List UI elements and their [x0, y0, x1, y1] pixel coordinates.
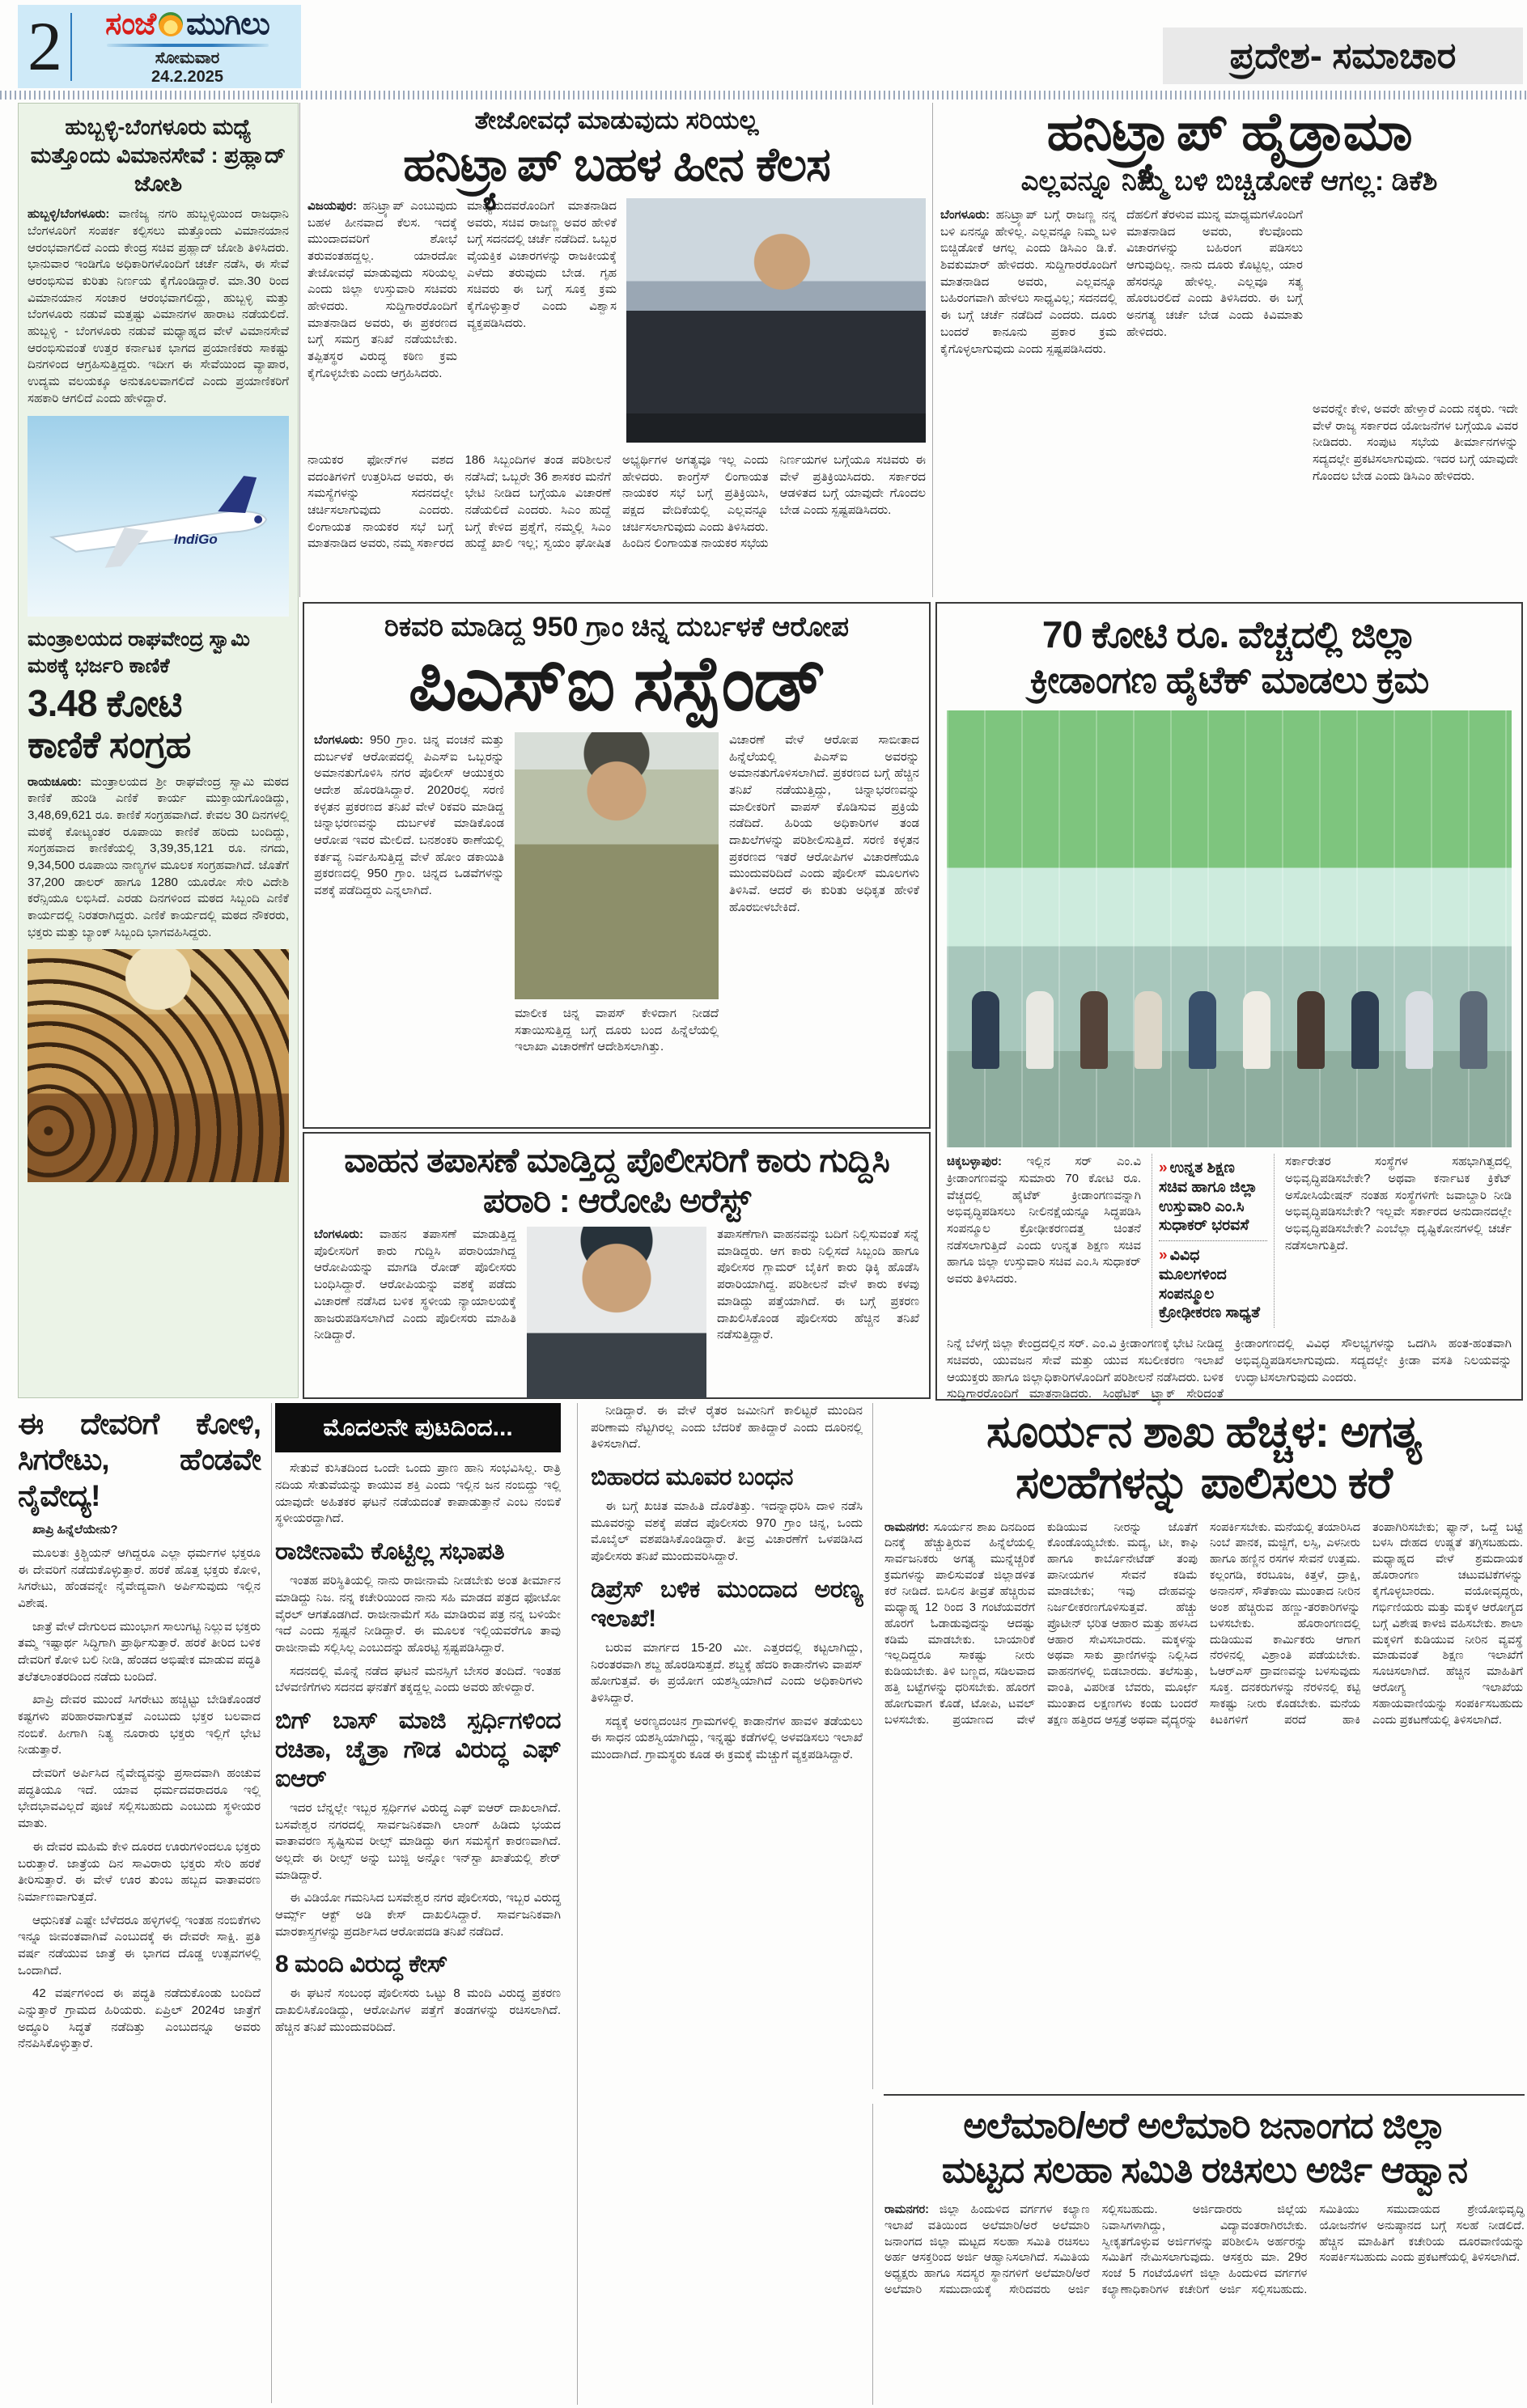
flight-article-body: [28, 206, 289, 407]
donation-big-line1: 3.48 ಕೋಟಿ: [28, 681, 182, 724]
vehicle-col2: ತಪಾಸಣೆಗಾಗಿ ವಾಹನವನ್ನು ಬದಿಗೆ ನಿಲ್ಲಿಸುವಂತೆ ಸನ್ನೆ ಮಾಡಿದ್ದರು. ಆಗ ಕಾರು ನಿಲ್ಲಿಸದೆ ಸಿಬ್ಬಂದಿ ಹಾಗೂ ಪೊಲೀಸರ ಗ್ಲಾಮರ್ ಬೈಕಿಗೆ ಕಾರು ಢಿಕ್ಕಿ ಹೊಡೆಸಿ ಪರಾರಿಯಾಗಿದ್ದ. ಪರಿಶೀಲನೆ ವೇಳೆ ಕಾರು ಕಳವು ಮಾಡಿದ್ದು ಪತ್ತೆಯಾಗಿದೆ. ಈ ಬಗ್ಗೆ ಪ್ರಕರಣ ದಾಖಲಿಸಿಕೊಂಡ ಪೊಲೀಸರು ಹೆಚ್ಚಿನ ತನಿಖೆ ನಡೆಸುತ್ತಿದ್ದಾರೆ.: [717, 1227, 919, 1342]
minister-podium-photo: [626, 198, 926, 443]
vehicle-headline: ವಾಹನ ತಪಾಸಣೆ ಮಾಡ್ತಿದ್ದ ಪೊಲೀಸರಿಗೆ ಕಾರು ಗುದ್ದಿಸಿ ಪರಾರಿ : ಆರೋಪಿ ಅರೆಸ್ಟ್: [344, 1141, 889, 1219]
continuation-col2: [577, 1403, 863, 2405]
person-figure: [1243, 991, 1270, 1069]
honeytrap-col1: [308, 198, 457, 443]
logo-text-right: ಮುಗಿಲು: [186, 6, 269, 41]
bullet-text: ವಿವಿಧ ಮೂಲಗಳಿಂದ ಸಂಪನ್ಮೂಲ ಕ್ರೋಢೀಕರಣ ಸಾಧ್ಯತೆ: [1159, 1247, 1261, 1322]
continuation-paragraph: ಈ ವಿಡಿಯೋ ಗಮನಿಸಿದ ಬಸವೇಶ್ವರ ನಗರ ಪೊಲೀಸರು, ಇಬ್ಬರ ವಿರುದ್ಧ ಆರ್ಮ್ಸ್ ಆಕ್ಟ್ ಅಡಿ ಕೇಸ್ ದಾಖಲಿಸಿದ್ದಾರೆ. ಸಾರ್ವಜನಿಕವಾಗಿ ಮಾರಕಾಸ್ತ್ರಗಳನ್ನು ಪ್ರದರ್ಶಿಸಿದ ಆರೋಪದಡಿ ತನಿಖೆ ನಡೆದಿದೆ.: [275, 1891, 561, 1939]
vehicle-dateline: ಬೆಂಗಳೂರು:: [314, 1227, 364, 1242]
honeytrap-col1-text: ಹನಿಟ್ರ್ಯಾಪ್ ಎಂಬುವುದು ಬಹಳ ಹೀನವಾದ ಕೆಲಸ. ಇದಕ್ಕೆ ಮುಂದಾದವರಿಗೆ ಶೋಭೆ ತರುವಂತಹದ್ದಲ್ಲ. ಯಾರದೋ ತೇಜೋವಧೆ ಮಾಡುವುದು ಸರಿಯಲ್ಲ ಎಂದು ಜಿಲ್ಲಾ ಉಸ್ತುವಾರಿ ಸಚಿವರು ಹೇಳಿದರು. ಸುದ್ದಿಗಾರರೊಂದಿಗೆ ಮಾತನಾಡಿದ ಅವರು, ಈ ಪ್ರಕರಣದ ಬಗ್ಗೆ ಸಮಗ್ರ ತನಿಖೆ ನಡೆಯಬೇಕು. ತಪ್ಪಿತಸ್ಥರ ವಿರುದ್ಧ ಕಠಿಣ ಕ್ರಮ ಕೈಗೊಳ್ಳಬೇಕು ಎಂದು ಆಗ್ರಹಿಸಿದರು.: [308, 198, 457, 380]
nomadic-headline-line1: ಅಲೆಮಾರಿ/ಅರೆ ಅಲೆಮಾರಿ ಜನಾಂಗದ ಜಿಲ್ಲಾ: [963, 2105, 1446, 2146]
page-number: 2: [28, 6, 62, 85]
continuation-paragraph: ಸೇತುವೆ ಕುಸಿತದಿಂದ ಒಂದೇ ಒಂದು ಪ್ರಾಣ ಹಾನಿ ಸಂಭವಿಸಿಲ್ಲ. ರಾತ್ರಿ ನದಿಯ ಸೇತುವೆಯನ್ನು ಕಾಯುವ ಶಕ್ತಿ ಎಂದು ಇಲ್ಲಿನ ಜನ ನಂಬಿದ್ದು ಇಲ್ಲಿ ಯಾವುದೇ ಅಹಿತಕರ ಘಟನೆ ನಡೆಯದಂತೆ ಕಾಪಾಡುತ್ತಾನೆ ಎಂಬ ನಂಬಿಕೆ ಸ್ಥಳೀಯರದ್ದಾಗಿದೆ.: [275, 1461, 561, 1526]
stadium-col1: [947, 1154, 1141, 1328]
hydrama-col3: ಅವರನ್ನೇ ಕೇಳಿ, ಅವರೇ ಹೇಳ್ತಾರೆ ಎಂದು ನಕ್ಕರು. ಇದೇ ವೇಳೆ ರಾಜ್ಯ ಸರ್ಕಾರದ ಯೋಜನೆಗಳ ಬಗ್ಗೆಯೂ ವಿವರ ನೀಡಿದರು. ಸಂಪುಟ ಸಭೆಯ ತೀರ್ಮಾನಗಳನ್ನು ಸದ್ಯದಲ್ಲೇ ಪ್ರಕಟಿಸಲಾಗುವುದು. ಇದರ ಬಗ್ಗೆ ಯಾವುದೇ ಗೊಂದಲ ಬೇಡ ಎಂದು ಡಿಸಿಎಂ ಹೇಳಿದರು.: [1313, 402, 1518, 483]
honeytrap-kicker: ತೇಜೋವಧೆ ಮಾಡುವುದು ಸರಿಯಲ್ಲ: [474, 106, 759, 134]
flight-body-text: ವಾಣಿಜ್ಯ ನಗರಿ ಹುಬ್ಬಳ್ಳಿಯಿಂದ ರಾಜಧಾನಿ ಬೆಂಗಳೂರಿಗೆ ಸಂಪರ್ಕ ಕಲ್ಪಿಸಲು ಮತ್ತೊಂದು ವಿಮಾನಯಾನ ಆರಂಭವಾಗಲಿದೆ ಎಂದು ಕೇಂದ್ರ ಸಚಿವ ಪ್ರಹ್ಲಾದ್ ಜೋಶಿ ತಿಳಿಸಿದರು. ಭಾನುವಾರ ಇಂಡಿಗೊ ಅಧಿಕಾರಿಗಳೊಂದಿಗೆ ಚರ್ಚೆ ನಡೆಸಿ, ಈ ಸೇವೆ ಆರಂಭಿಸುವ ಕುರಿತು ನಿರ್ಣಯ ಕೈಗೊಂಡಿದ್ದಾರೆ. ಮಾ.30 ರಿಂದ ವಿಮಾನಯಾನ ಸಂಚಾರ ಆರಂಭವಾಗಲಿದ್ದು, ಹುಬ್ಬಳ್ಳಿ ಮತ್ತು ಬೆಂಗಳೂರು ನಡುವೆ ಮತ್ತಷ್ಟು ವಿಮಾನಗಳ ಹಾರಾಟ ನಡೆಯಲಿದೆ. ಹುಬ್ಬಳ್ಳಿ - ಬೆಂಗಳೂರು ನಡುವೆ ಮಧ್ಯಾಹ್ನದ ವೇಳೆ ವಿಮಾನಸೇವೆ ಆರಂಭಿಸುವಂತೆ ಉತ್ತರ ಕರ್ನಾಟಕ ಭಾಗದ ಪ್ರಯಾಣಿಕರು ಸಾಕಷ್ಟು ದಿನಗಳಿಂದ ಆಗ್ರಹಿಸುತ್ತಿದ್ದರು. ಇದೀಗ ಈ ಸೇವೆಯಿಂದ ವ್ಯಾಪಾರ, ಉದ್ಯಮ ವಲಯಕ್ಕೂ ಅನುಕೂಲವಾಗಲಿದೆ ಎಂದು ಪ್ರಯಾಣಿಕರಿಗೆ ಸಹಕಾರಿ ಆಗಲಿದೆ ಎಂದು ಹೇಳಿದ್ದಾರೆ.: [28, 207, 289, 405]
indigo-logo-text: IndiGo: [173, 532, 218, 548]
heat-headline-line1: ಸೂರ್ಯನ ಶಾಖ ಹೆಚ್ಚಳ: ಅಗತ್ಯ: [986, 1406, 1421, 1456]
psi-photo-column: [515, 732, 719, 1056]
honeytrap-statement-article: [303, 103, 931, 597]
section-title: ಪ್ರದೇಶ- ಸಮಾಚಾರ: [1163, 28, 1523, 84]
masthead-divider: [70, 13, 72, 81]
god-question-subhead: ಖಾಪ್ರಿ ಹಿನ್ನೆಲೆಯೇನು?: [32, 1523, 118, 1537]
continuation-paragraph: ಈ ಘಟನೆ ಸಂಬಂಧ ಪೊಲೀಸರು ಒಟ್ಟು 8 ಮಂದಿ ವಿರುದ್ಧ ಪ್ರಕರಣ ದಾಖಲಿಸಿಕೊಂಡಿದ್ದು, ಆರೋಪಿಗಳ ಪತ್ತೆಗೆ ತಂಡಗಳನ್ನು ರಚಿಸಲಾಗಿದೆ. ಹೆಚ್ಚಿನ ತನಿಖೆ ಮುಂದುವರಿದಿದೆ.: [275, 1986, 561, 2034]
chevron-bullet-icon: »: [1159, 1159, 1168, 1177]
stadium-headline: [947, 612, 1512, 702]
continuation-subhead-bigboss: ಬಿಗ್ ಬಾಸ್ ಮಾಜಿ ಸ್ಪರ್ಧಿಗಳಿಂದ ರಚಿತಾ, ಚೈತ್ರಾ ಗೌಡ ವಿರುದ್ಧ ಎಫ್ ಐಆರ್: [275, 1706, 561, 1792]
continuation-paragraph: ನೀಡಿದ್ದಾರೆ. ಈ ವೇಳೆ ರೈತರ ಜಮೀನಿಗೆ ಕಾಲಿಟ್ಟರೆ ಮುಂದಿನ ಪರಿಣಾಮ ನೆಟ್ಟಗಿರಲ್ಲ ಎಂದು ಬೆದರಿಕೆ ಹಾಕಿದ್ದಾರೆ ಎಂದು ದೂರಿನಲ್ಲಿ ತಿಳಿಸಲಾಗಿದೆ.: [591, 1404, 863, 1452]
psi-col2: ಮಾಲೀಕ ಚಿನ್ನ ವಾಪಸ್ ಕೇಳಿದಾಗ ನೀಡದೆ ಸತಾಯಿಸುತ್ತಿದ್ದ ಬಗ್ಗೆ ದೂರು ಬಂದ ಹಿನ್ನೆಲೆಯಲ್ಲಿ ಇಲಾಖಾ ವಿಚಾರಣೆಗೆ ಆದೇಶಿಸಲಾಗಿತ್ತು.: [515, 1006, 719, 1054]
donation-dateline: ರಾಯಚೂರು:: [28, 774, 82, 789]
god-paragraph: ಜಾತ್ರೆ ವೇಳೆ ದೇಗುಲದ ಮುಂಭಾಗ ಸಾಲುಗಟ್ಟಿ ನಿಲ್ಲುವ ಭಕ್ತರು ತಮ್ಮ ಇಷ್ಟಾರ್ಥ ಸಿದ್ಧಿಗಾಗಿ ಪ್ರಾರ್ಥಿಸುತ್ತಾರೆ. ಹರಕೆ ತೀರಿದ ಬಳಿಕ ದೇವರಿಗೆ ಕೋಳಿ ಬಲಿ ನೀಡಿ, ಹೆಂಡದ ಅಭಿಷೇಕ ಮಾಡುವ ಪದ್ಧತಿ ತಲೆತಲಾಂತರದಿಂದ ನಡೆದು ಬಂದಿದೆ.: [18, 1619, 261, 1684]
psi-col1-text: 950 ಗ್ರಾಂ. ಚಿನ್ನ ವಂಚನೆ ಮತ್ತು ದುರ್ಬಳಕೆ ಆರೋಪದಲ್ಲಿ ಪಿಎಸ್ಐ ಒಬ್ಬರನ್ನು ಅಮಾನತುಗೊಳಿಸಿ ನಗರ ಪೊಲೀಸ್ ಆಯುಕ್ತರು ಆದೇಶ ಹೊರಡಿಸಿದ್ದಾರೆ. 2020ರಲ್ಲಿ ಸರಣಿ ಕಳ್ಳತನ ಪ್ರಕರಣದ ತನಿಖೆ ವೇಳೆ ರಿಕವರಿ ಮಾಡಿದ್ದ ಚಿನ್ನಾಭರಣವನ್ನು ದುರ್ಬಳಕೆ ಮಾಡಿಕೊಂಡ ಆರೋಪ ಇವರ ಮೇಲಿದೆ. ಬನಶಂಕರಿ ಠಾಣೆಯಲ್ಲಿ ಕರ್ತವ್ಯ ನಿರ್ವಹಿಸುತ್ತಿದ್ದ ವೇಳೆ ಹೋಂ ಡಕಾಯಿತಿ ಪ್ರಕರಣದಲ್ಲಿ 950 ಗ್ರಾಂ. ಚಿನ್ನದ ಒಡವೆಗಳನ್ನು ವಶಕ್ಕೆ ಪಡೆದಿದ್ದರು ಎನ್ನಲಾಗಿದೆ.: [314, 732, 504, 898]
bullet-item: [1159, 1154, 1267, 1240]
continuation-subhead-bihar: ಬಿಹಾರದ ಮೂವರ ಬಂಧನ: [591, 1464, 793, 1491]
stadium-col1-text: ಇಲ್ಲಿನ ಸರ್ ಎಂ.ವಿ ಕ್ರೀಡಾಂಗಣವನ್ನು ಸುಮಾರು 70 ಕೋಟಿ ರೂ. ವೆಚ್ಚದಲ್ಲಿ ಹೈಟೆಕ್ ಕ್ರೀಡಾಂಗಣವನ್ನಾಗಿ ಅಭಿವೃದ್ಧಿಪಡಿಸಲು ನೀಲಿನಕ್ಷೆಯನ್ನೂ ಸಿದ್ಧಪಡಿಸಿ ಸಂಪನ್ಮೂಲ ಕ್ರೋಢೀಕರಣದತ್ತ ಚಿಂತನೆ ನಡೆಸಲಾಗುತ್ತಿದೆ ಎಂದು ಉನ್ನತ ಶಿಕ್ಷಣ ಸಚಿವ ಹಾಗೂ ಜಿಲ್ಲಾ ಉಸ್ತುವಾರಿ ಸಚಿವ ಎಂ.ಸಿ ಸುಧಾಕರ್ ಅವರು ತಿಳಿಸಿದರು.: [947, 1155, 1141, 1287]
psi-dateline: ಬೆಂಗಳೂರು:: [314, 732, 364, 747]
chevron-bullet-icon: »: [1159, 1247, 1168, 1265]
continuation-col1: [275, 1403, 561, 2405]
vehicle-escape-article: [303, 1132, 931, 1399]
heat-headline-line2: ಸಲಹೆಗಳನ್ನು ಪಾಲಿಸಲು ಕರೆ: [1016, 1457, 1392, 1508]
person-figure: [1297, 991, 1325, 1069]
god-paragraph: 42 ವರ್ಷಗಳಿಂದ ಈ ಪದ್ಧತಿ ನಡೆದುಕೊಂಡು ಬಂದಿದೆ ಎನ್ನುತ್ತಾರೆ ಗ್ರಾಮದ ಹಿರಿಯರು. ಏಪ್ರಿಲ್ 2024ರ ಜಾತ್ರೆಗೆ ಅದ್ಧೂರಿ ಸಿದ್ಧತೆ ನಡೆದಿತ್ತು ಎಂಬುದನ್ನೂ ಅವರು ನೆನಪಿಸಿಕೊಳ್ಳುತ್ತಾರೆ.: [18, 1986, 261, 2051]
nomadic-body: [884, 2202, 1525, 2299]
god-article-headline: ಈ ದೇವರಿಗೆ ಕೋಳಿ, ಸಿಗರೇಟು, ಹೆಂಡವೇ ನೈವೇದ್ಯ!: [18, 1407, 261, 1512]
nomadic-dateline: ರಾಮನಗರ:: [884, 2202, 929, 2216]
logo-underline: [107, 44, 269, 47]
bottom-right-divider-rule: [884, 2094, 1525, 2096]
sun-palm-logo-icon: [159, 12, 183, 36]
donation-article-body: [28, 774, 289, 942]
hydrama-photo-column: [1313, 207, 1518, 485]
temple-crowd-photo: [28, 949, 289, 1182]
honeytrap-headline: ಹನಿಟ್ರ್ಯಾಪ್ ಬಹಳ ಹೀನ ಕೆಲಸ: [403, 138, 830, 191]
donation-subhead: ಮಂತ್ರಾಲಯದ ರಾಘವೇಂದ್ರ ಸ್ವಾಮಿ ಮಠಕ್ಕೆ ಭರ್ಜರಿ ಕಾಣಿಕೆ: [28, 627, 250, 677]
honeytrap-col2: ಮಾಧ್ಯಮದವರೊಂದಿಗೆ ಮಾತನಾಡಿದ ಅವರು, ಸಚಿವ ರಾಜಣ್ಣ ಅವರ ಹೇಳಿಕೆ ಬಗ್ಗೆ ಸದನದಲ್ಲಿ ಚರ್ಚೆ ನಡೆದಿದೆ. ಒಬ್ಬರ ವೈಯಕ್ತಿಕ ವಿಚಾರಗಳನ್ನು ರಾಜಕೀಯಕ್ಕೆ ಎಳೆದು ತರುವುದು ಬೇಡ. ಗೃಹ ಸಚಿವರು ಈ ಬಗ್ಗೆ ಸೂಕ್ತ ಕ್ರಮ ಕೈಗೊಳ್ಳುತ್ತಾರೆ ಎಂದು ವಿಶ್ವಾಸ ವ್ಯಕ್ತಪಡಿಸಿದರು.: [467, 198, 617, 330]
column-rule: [299, 103, 300, 597]
stadium-bottom-text: ನಿನ್ನೆ ಬೆಳಗ್ಗೆ ಜಿಲ್ಲಾ ಕೇಂದ್ರದಲ್ಲಿನ ಸರ್. ಎಂ.ವಿ ಕ್ರೀಡಾಂಗಣಕ್ಕೆ ಭೇಟಿ ನೀಡಿದ್ದ ಸಚಿವರು, ಯುವಜನ ಸೇವೆ ಮತ್ತು ಯುವ ಸಬಲೀಕರಣ ಇಲಾಖೆ ಆಯುಕ್ತರು ಹಾಗೂ ಜಿಲ್ಲಾಧಿಕಾರಿಗಳೊಂದಿಗೆ ಪರಿಶೀಲನೆ ನಡೆಸಿದರು. ಬಳಿಕ ಸುದ್ದಿಗಾರರೊಂದಿಗೆ ಮಾತನಾಡಿದರು. ಸಿಂಥೆಟಿಕ್ ಟ್ರ್ಯಾಕ್ ಸೇರಿದಂತೆ ಕ್ರೀಡಾಂಗಣದಲ್ಲಿ ವಿವಿಧ ಸೌಲಭ್ಯಗಳನ್ನು ಒದಗಿಸಿ ಹಂತ-ಹಂತವಾಗಿ ಅಭಿವೃದ್ಧಿಪಡಿಸಲಾಗುವುದು. ಸದ್ಯದಲ್ಲೇ ಕ್ರೀಡಾ ವಸತಿ ನಿಲಯವನ್ನು ಉದ್ಘಾಟಿಸಲಾಗುವುದು ಎಂದರು.: [947, 1337, 1512, 1401]
nomadic-headline-line2: ಮಟ್ಟದ ಸಲಹಾ ಸಮಿತಿ ರಚಿಸಲು ಅರ್ಜಿ ಆಹ್ವಾನ: [941, 2148, 1468, 2190]
stadium-highlight-bullets: [1152, 1154, 1275, 1328]
continuation-subhead-resignation: ರಾಜೀನಾಮೆ ಕೊಟ್ಟಿಲ್ಲ ಸಭಾಪತಿ: [275, 1538, 505, 1566]
heat-advisory-body: [884, 1520, 1523, 1729]
edition-day: ಸೋಮವಾರ: [155, 49, 220, 67]
person-figure: [1351, 991, 1379, 1069]
header-divider-rule: [0, 91, 1527, 100]
stadium-headline-line2: ಕ್ರೀಡಾಂಗಣ ಹೈಟೆಕ್ ಮಾಡಲು ಕ್ರಮ: [1029, 659, 1429, 702]
vehicle-col1-text: ವಾಹನ ತಪಾಸಣೆ ಮಾಡುತ್ತಿದ್ದ ಪೊಲೀಸರಿಗೆ ಕಾರು ಗುದ್ದಿಸಿ ಪರಾರಿಯಾಗಿದ್ದ ಆರೋಪಿಯನ್ನು ಮಾಗಡಿ ರೋಡ್ ಪೊಲೀಸರು ಬಂಧಿಸಿದ್ದಾರೆ. ಆರೋಪಿಯನ್ನು ವಶಕ್ಕೆ ಪಡೆದು ವಿಚಾರಣೆ ನಡೆಸಿದ ಬಳಿಕ ಸ್ಥಳೀಯ ನ್ಯಾಯಾಲಯಕ್ಕೆ ಹಾಜರುಪಡಿಸಲಾಗಿದೆ ಎಂದು ಪೊಲೀಸರು ಮಾಹಿತಿ ನೀಡಿದ್ದಾರೆ.: [314, 1227, 517, 1342]
column-rule: [271, 1403, 272, 2403]
column-rule: [932, 103, 933, 597]
vehicle-col1: [314, 1227, 516, 1398]
psi-suspend-article: [303, 602, 931, 1129]
donation-big-line2: ಕಾಣಿಕೆ ಸಂಗ್ರಹ: [28, 723, 191, 766]
continuation-subhead-forest: ಡಿಪ್ರೆಸ್ ಬಳಿಕ ಮುಂದಾದ ಅರಣ್ಯ ಇಲಾಖೆ!: [591, 1575, 863, 1632]
accused-mugshot-photo: [527, 1227, 706, 1398]
plane-illustration: [28, 416, 289, 617]
person-figure: [1406, 991, 1433, 1069]
psi-kicker: ರಿಕವರಿ ಮಾಡಿದ್ದ 950 ಗ್ರಾಂ ಚಿನ್ನ ದುರ್ಬಳಕೆ ಆರೋಪ: [384, 612, 850, 642]
stadium-dateline: ಚಿಕ್ಕಬಳ್ಳಾಪುರ:: [947, 1155, 1002, 1169]
god-paragraph: ದೇವರಿಗೆ ಅರ್ಪಿಸಿದ ನೈವೇದ್ಯವನ್ನು ಪ್ರಸಾದವಾಗಿ ಹಂಚುವ ಪದ್ಧತಿಯೂ ಇದೆ. ಯಾವ ಧರ್ಮದವರಾದರೂ ಇಲ್ಲಿ ಭೇದಭಾವವಿಲ್ಲದೆ ಪೂಜೆ ಸಲ್ಲಿಸಬಹುದು ಎಂಬುದು ಸ್ಥಳೀಯರ ಮಾತು.: [18, 1766, 261, 1831]
hydrama-col1-text: ಹನಿಟ್ರ್ಯಾಪ್ ಬಗ್ಗೆ ರಾಜಣ್ಣ ನನ್ನ ಬಳಿ ಏನನ್ನೂ ಹೇಳಿಲ್ಲ. ಎಲ್ಲವನ್ನೂ ನಿಮ್ಮ ಬಳಿ ಬಿಚ್ಚಿಡೋಕೆ ಆಗಲ್ಲ ಎಂದು ಡಿಸಿಎಂ ಡಿ.ಕೆ. ಶಿವಕುಮಾರ್ ಹೇಳಿದರು. ಸುದ್ದಿಗಾರರೊಂದಿಗೆ ಮಾತನಾಡಿದ ಅವರು, ಎಲ್ಲವನ್ನೂ ಬಹಿರಂಗವಾಗಿ ಹೇಳಲು ಸಾಧ್ಯವಿಲ್ಲ; ಸದನದಲ್ಲಿ ಈ ಬಗ್ಗೆ ಚರ್ಚೆ ನಡೆದಿದೆ ಎಂದರು. ದೂರು ಬಂದರೆ ಕಾನೂನು ಪ್ರಕಾರ ಕ್ರಮ ಕೈಗೊಳ್ಳಲಾಗುವುದು ಎಂದು ಸ್ಪಷ್ಟಪಡಿಸಿದರು.: [940, 208, 1118, 356]
continuation-paragraph: ಇಂತಹ ಪರಿಸ್ಥಿತಿಯಲ್ಲಿ ನಾನು ರಾಜೀನಾಮೆ ನೀಡಬೇಕು ಅಂತ ತೀರ್ಮಾನ ಮಾಡಿದ್ದು ನಿಜ. ನನ್ನ ಕಚೇರಿಯಿಂದ ನಾನು ಸಹಿ ಮಾಡದ ಪತ್ರದ ಫೋಟೋ ವೈರಲ್ ಆಗತೊಡಗಿದೆ. ರಾಜೀನಾಮೆಗೆ ಸಹಿ ಮಾಡಿರುವ ಪತ್ರ ನನ್ನ ಬಳಿಯೇ ಇದೆ ಎಂದು ಸ್ಪಷ್ಟನೆ ನೀಡಿದ್ದಾರೆ. ಈ ಮೂಲಕ ಇಲ್ಲಿಯವರೆಗೂ ತಾವು ರಾಜೀನಾಮೆ ಸಲ್ಲಿಸಿಲ್ಲ ಎಂಬುದನ್ನು ಹೊರಟ್ಟಿ ಸ್ಪಷ್ಟಪಡಿಸಿದ್ದಾರೆ.: [275, 1574, 561, 1655]
police-officer-photo: [515, 732, 719, 999]
photo-people-group: [947, 991, 1512, 1069]
continuation-paragraph: ಇದರ ಬೆನ್ನಲ್ಲೇ ಇಬ್ಬರ ಸ್ಪರ್ಧಿಗಳ ವಿರುದ್ಧ ಎಫ್ ಐಆರ್ ದಾಖಲಾಗಿದೆ. ಬಸವೇಶ್ವರ ನಗರದಲ್ಲಿ ಸಾರ್ವಜನಿಕವಾಗಿ ಲಾಂಗ್ ಹಿಡಿದು ಭಯದ ವಾತಾವರಣ ಸೃಷ್ಟಿಸುವ ರೀಲ್ಸ್ ಮಾಡಿದ್ದು ಈಗ ಸಮಸ್ಯೆಗೆ ಕಾರಣವಾಗಿದೆ. ಅಲ್ಲದೇ ಈ ರೀಲ್ಸ್ ಅನ್ನು ಬುಜ್ಜಿ ಅನ್ನೋ ಇನ್‌ಸ್ಟಾ ಖಾತೆಯಲ್ಲಿ ಶೇರ್ ಮಾಡಿದ್ದಾರೆ.: [275, 1800, 561, 1882]
flight-dateline: ಹುಬ್ಬಳ್ಳಿ/ಬೆಂಗಳೂರು:: [28, 207, 110, 222]
hydrama-col1: [940, 207, 1117, 485]
person-figure: [1460, 991, 1487, 1069]
donation-body-text: ಮಂತ್ರಾಲಯದ ಶ್ರೀ ರಾಘವೇಂದ್ರ ಸ್ವಾಮಿ ಮಠದ ಕಾಣಿಕೆ ಹುಂಡಿ ಎಣಿಕೆ ಕಾರ್ಯ ಮುಕ್ತಾಯಗೊಂಡಿದ್ದು, 3,48,69,621 ರೂ. ಕಾಣಿಕೆ ಸಂಗ್ರಹವಾಗಿದೆ. ಕೇವಲ 30 ದಿನಗಳಲ್ಲಿ ಮಠಕ್ಕೆ ಕೋಟ್ಯಂತರ ರೂಪಾಯಿ ಕಾಣಿಕೆ ಹರಿದು ಬಂದಿದ್ದು, ಸಂಗ್ರಹವಾದ ಕಾಣಿಕೆಯಲ್ಲಿ 3,39,35,121 ರೂ. ನಗದು, 9,34,500 ರೂಪಾಯಿ ನಾಣ್ಯಗಳ ಮೂಲಕ ಸಂಗ್ರಹವಾಗಿದೆ. ಜೊತೆಗೆ 37,200 ಡಾಲರ್ ಹಾಗೂ 1280 ಯೂರೋ ಸೇರಿ ವಿದೇಶಿ ಕರೆನ್ಸಿಯೂ ಲಭಿಸಿದೆ. ಎರಡು ದಿನಗಳಿಂದ ಮಠದ ಸಿಬ್ಬಂದಿ ಎಣಿಕೆ ಕಾರ್ಯದಲ್ಲಿ ನಿರತರಾಗಿದ್ದರು. ಎಣಿಕೆ ಕಾರ್ಯದಲ್ಲಿ ಮಠದ ನೌಕರರು, ಭಕ್ತರು ಮತ್ತು ಬ್ಯಾಂಕ್ ಸಿಬ್ಬಂದಿ ಭಾಗವಹಿಸಿದ್ದರು.: [28, 774, 289, 939]
nomadic-headline: [884, 2104, 1525, 2193]
flight-article-headline: ಹುಬ್ಬಳ್ಳಿ-ಬೆಂಗಳೂರು ಮಧ್ಯೆ ಮತ್ತೊಂದು ವಿಮಾನಸೇವೆ : ಪ್ರಹ್ಲಾದ್ ಜೋಶಿ: [30, 115, 286, 197]
person-figure: [1135, 991, 1162, 1069]
person-figure: [972, 991, 999, 1069]
donation-big-headline: [28, 683, 289, 766]
person-figure: [1080, 991, 1108, 1069]
newspaper-logo: [80, 7, 295, 87]
heat-advisory-article: [872, 1403, 1525, 2089]
logo-text-left: ಸಂಜೆ: [105, 6, 156, 41]
continuation-label: ಮೊದಲನೇ ಪುಟದಿಂದ...: [275, 1403, 561, 1452]
left-column: [18, 103, 299, 1398]
god-offering-article: [16, 1403, 269, 2405]
continued-from-page-one: [275, 1403, 867, 2405]
bullet-text: ಉನ್ನತ ಶಿಕ್ಷಣ ಸಚಿವ ಹಾಗೂ ಜಿಲ್ಲಾ ಉಸ್ತುವಾರಿ ಎಂ.ಸಿ ಸುಧಾಕರ್ ಭರವಸೆ: [1159, 1159, 1258, 1235]
continuation-paragraph: ಬರುವ ಮಾರ್ಗದ 15-20 ಮೀ. ಎತ್ತರದಲ್ಲಿ ಕಟ್ಟಲಾಗಿದ್ದು, ನಿರಂತರವಾಗಿ ಶಬ್ದ ಹೊರಡಿಸುತ್ತದೆ. ಶಬ್ದಕ್ಕೆ ಹೆದರಿ ಕಾಡಾನೆಗಳು ವಾಪಸ್ ಹೋಗುತ್ತವೆ. ಈ ಪ್ರಯೋಗ ಯಶಸ್ವಿಯಾಗಿದೆ ಎಂದು ಅಧಿಕಾರಿಗಳು ತಿಳಿಸಿದ್ದಾರೆ.: [591, 1640, 863, 1705]
psi-col3: ವಿಚಾರಣೆ ವೇಳೆ ಆರೋಪ ಸಾಬೀತಾದ ಹಿನ್ನೆಲೆಯಲ್ಲಿ ಪಿಎಸ್ಐ ಅವರನ್ನು ಅಮಾನತುಗೊಳಿಸಲಾಗಿದೆ. ಪ್ರಕರಣದ ಬಗ್ಗೆ ಹೆಚ್ಚಿನ ತನಿಖೆ ನಡೆಯುತ್ತಿದ್ದು, ಚಿನ್ನಾಭರಣವನ್ನು ಮಾಲೀಕರಿಗೆ ವಾಪಸ್ ಕೊಡಿಸುವ ಪ್ರಕ್ರಿಯೆ ನಡೆದಿದೆ. ಹಿರಿಯ ಅಧಿಕಾರಿಗಳ ತಂಡ ದಾಖಲೆಗಳನ್ನು ಪರಿಶೀಲಿಸುತ್ತಿದೆ. ಸರಣಿ ಕಳ್ಳತನ ಪ್ರಕರಣದ ಇತರೆ ಆರೋಪಿಗಳ ವಿಚಾರಣೆಯೂ ಮುಂದುವರಿದಿದೆ ಎಂದು ಪೊಲೀಸ್ ಮೂಲಗಳು ತಿಳಿಸಿವೆ. ಆದರೆ ಈ ಕುರಿತು ಅಧಿಕೃತ ಹೇಳಿಕೆ ಹೊರಬೀಳಬೇಕಿದೆ.: [729, 732, 919, 914]
continuation-subhead-case: 8 ಮಂದಿ ವಿರುದ್ಧ ಕೇಸ್: [275, 1951, 447, 1978]
bullet-item: [1159, 1240, 1267, 1328]
continuation-paragraph: ಸದನದಲ್ಲಿ ಮೊನ್ನೆ ನಡೆದ ಘಟನೆ ಮನಸ್ಸಿಗೆ ಬೇಸರ ತಂದಿದೆ. ಇಂತಹ ಬೆಳವಣಿಗೆಗಳು ಸದನದ ಘನತೆಗೆ ತಕ್ಕದ್ದಲ್ಲ ಎಂದು ಅವರು ಹೇಳಿದ್ದಾರೆ.: [275, 1664, 561, 1695]
heat-advisory-headline: [884, 1406, 1523, 1509]
honeytrap-bottom-text: ನಾಯಕರ ಫೋನ್‌ಗಳ ವಶದ ವದಂತಿಗಳಿಗೆ ಉತ್ತರಿಸಿದ ಅವರು, ಈ ಸಮಸ್ಯೆಗಳನ್ನು ಸದನದಲ್ಲೇ ಚರ್ಚಿಸಲಾಗುವುದು ಎಂದರು. ಲಿಂಗಾಯತ ನಾಯಕರ ಸಭೆ ಬಗ್ಗೆ ಮಾತನಾಡಿದ ಅವರು, ನಮ್ಮ ಸರ್ಕಾರದ 186 ಸಿಬ್ಬಂದಿಗಳ ತಂಡ ಪರಿಶೀಲನೆ ನಡೆಸಿದೆ; ಒಬ್ಬರೇ 36 ಶಾಸಕರ ಮನೆಗೆ ಭೇಟಿ ನೀಡಿದ ಬಗ್ಗೆಯೂ ವಿಚಾರಣೆ ನಡೆಯಲಿದೆ ಎಂದರು. ಸಿಎಂ ಹುದ್ದೆ ಬಗ್ಗೆ ಕೇಳಿದ ಪ್ರಶ್ನೆಗೆ, ನಮ್ಮಲ್ಲಿ ಸಿಎಂ ಹುದ್ದೆ ಖಾಲಿ ಇಲ್ಲ; ಸ್ವಯಂ ಘೋಷಿತ ಅಭ್ಯರ್ಥಿಗಳ ಅಗತ್ಯವೂ ಇಲ್ಲ ಎಂದು ಹೇಳಿದರು. ಕಾಂಗ್ರೆಸ್ ಲಿಂಗಾಯತ ನಾಯಕರ ಸಭೆ ಬಗ್ಗೆ ಪ್ರತಿಕ್ರಿಯಿಸಿ, ಪಕ್ಷದ ವೇದಿಕೆಯಲ್ಲಿ ಎಲ್ಲವನ್ನೂ ಚರ್ಚಿಸಲಾಗುವುದು ಎಂದು ತಿಳಿಸಿದರು. ಹಿಂದಿನ ಲಿಂಗಾಯತ ನಾಯಕರ ಸಭೆಯ ನಿರ್ಣಯಗಳ ಬಗ್ಗೆಯೂ ಸಚಿವರು ಈ ವೇಳೆ ಪ್ರತಿಕ್ರಿಯಿಸಿದರು. ಸರ್ಕಾರದ ಆಡಳಿತದ ಬಗ್ಗೆ ಯಾವುದೇ ಗೊಂದಲ ಬೇಡ ಎಂದು ಸ್ಪಷ್ಟಪಡಿಸಿದರು.: [308, 452, 926, 551]
continuation-paragraph: ಈ ಬಗ್ಗೆ ಖಚಿತ ಮಾಹಿತಿ ದೊರೆತಿತ್ತು. ಇದನ್ನಾಧರಿಸಿ ದಾಳಿ ನಡೆಸಿ ಮೂವರನ್ನು ವಶಕ್ಕೆ ಪಡೆದ ಪೊಲೀಸರು 970 ಗ್ರಾಂ ಚಿನ್ನ, ಒಂದು ಮೊಬೈಲ್ ವಶಪಡಿಸಿಕೊಂಡಿದ್ದಾರೆ. ತೀವ್ರ ವಿಚಾರಣೆಗೆ ಒಳಪಡಿಸಿದ ಪೊಲೀಸರು ತನಿಖೆ ಮುಂದುವರಿಸಿದ್ದಾರೆ.: [591, 1499, 863, 1564]
god-paragraph: ಮೂಲತಃ ಕ್ರಿಶ್ಚಿಯನ್ ಆಗಿದ್ದರೂ ಎಲ್ಲಾ ಧರ್ಮಗಳ ಭಕ್ತರೂ ಈ ದೇವರಿಗೆ ನಡೆದುಕೊಳ್ಳುತ್ತಾರೆ. ಹರಕೆ ಹೊತ್ತ ಭಕ್ತರು ಕೋಳಿ, ಸಿಗರೇಟು, ಹೆಂಡವನ್ನೇ ನೈವೇದ್ಯವಾಗಿ ಅರ್ಪಿಸುವುದು ಇಲ್ಲಿನ ವಿಶೇಷ.: [18, 1545, 261, 1610]
edition-date: 24.2.2025: [151, 67, 223, 86]
indigo-plane-photo: [28, 416, 289, 617]
nomadic-body-text: ಜಿಲ್ಲಾ ಹಿಂದುಳಿದ ವರ್ಗಗಳ ಕಲ್ಯಾಣ ಇಲಾಖೆ ವತಿಯಿಂದ ಅಲೆಮಾರಿ/ಅರೆ ಅಲೆಮಾರಿ ಜನಾಂಗದ ಜಿಲ್ಲಾ ಮಟ್ಟದ ಸಲಹಾ ಸಮಿತಿ ರಚಿಸಲು ಅರ್ಹ ಆಸಕ್ತರಿಂದ ಅರ್ಜಿ ಆಹ್ವಾನಿಸಲಾಗಿದೆ. ಸಮಿತಿಯ ಅಧ್ಯಕ್ಷರು ಹಾಗೂ ಸದಸ್ಯರ ಸ್ಥಾನಗಳಿಗೆ ಅಲೆಮಾರಿ/ಅರೆ ಅಲೆಮಾರಿ ಸಮುದಾಯಕ್ಕೆ ಸೇರಿದವರು ಅರ್ಜಿ ಸಲ್ಲಿಸಬಹುದು. ಅರ್ಜಿದಾರರು ಜಿಲ್ಲೆಯ ನಿವಾಸಿಗಳಾಗಿದ್ದು, ವಿದ್ಯಾವಂತರಾಗಿರಬೇಕು. ಸ್ವೀಕೃತಗೊಳ್ಳುವ ಅರ್ಜಿಗಳನ್ನು ಪರಿಶೀಲಿಸಿ ಅರ್ಹರನ್ನು ಸಮಿತಿಗೆ ನೇಮಿಸಲಾಗುವುದು. ಆಸಕ್ತರು ಮಾ. 29ರ ಸಂಜೆ 5 ಗಂಟೆಯೊಳಗೆ ಜಿಲ್ಲಾ ಹಿಂದುಳಿದ ವರ್ಗಗಳ ಕಲ್ಯಾಣಾಧಿಕಾರಿಗಳ ಕಚೇರಿಗೆ ಅರ್ಜಿ ಸಲ್ಲಿಸಬಹುದು. ಸಮಿತಿಯು ಸಮುದಾಯದ ಶ್ರೇಯೋಭಿವೃದ್ಧಿ ಯೋಜನೆಗಳ ಅನುಷ್ಠಾನದ ಬಗ್ಗೆ ಸಲಹೆ ನೀಡಲಿದೆ. ಹೆಚ್ಚಿನ ಮಾಹಿತಿಗೆ ಕಚೇರಿಯ ದೂರವಾಣಿಯನ್ನು ಸಂಪರ್ಕಿಸಬಹುದು ಎಂದು ಪ್ರಕಟಣೆಯಲ್ಲಿ ತಿಳಿಸಲಾಗಿದೆ.: [884, 2202, 1525, 2297]
psi-headline: ಪಿಎಸ್ಐ ಸಸ್ಪೆಂಡ್: [408, 641, 825, 726]
hydrama-deck: ಎಲ್ಲವನ್ನೂ ನಿಮ್ಮ ಬಳಿ ಬಿಚ್ಚಿಡೋಕೆ ಆಗಲ್ಲ: ಡಿಕೆಶಿ: [1020, 166, 1438, 197]
stadium-article: [935, 602, 1523, 1401]
god-paragraph: ಈ ದೇವರ ಮಹಿಮೆ ಕೇಳಿ ದೂರದ ಊರುಗಳಿಂದಲೂ ಭಕ್ತರು ಬರುತ್ತಾರೆ. ಜಾತ್ರೆಯ ದಿನ ಸಾವಿರಾರು ಭಕ್ತರು ಸೇರಿ ಹರಕೆ ತೀರಿಸುತ್ತಾರೆ. ಈ ವೇಳೆ ಊರ ತುಂಬ ಹಬ್ಬದ ವಾತಾವರಣ ನಿರ್ಮಾಣವಾಗುತ್ತದೆ.: [18, 1839, 261, 1904]
person-figure: [1026, 991, 1054, 1069]
continuation-paragraph: ಸದ್ಯಕ್ಕೆ ಅರಣ್ಯದಂಚಿನ ಗ್ರಾಮಗಳಲ್ಲಿ ಕಾಡಾನೆಗಳ ಹಾವಳಿ ತಡೆಯಲು ಈ ಸಾಧನ ಯಶಸ್ವಿಯಾಗಿದ್ದು, ಇನ್ನಷ್ಟು ಕಡೆಗಳಲ್ಲಿ ಅಳವಡಿಸಲು ಇಲಾಖೆ ಮುಂದಾಗಿದೆ. ಗ್ರಾಮಸ್ಥರು ಕೂಡ ಈ ಕ್ರಮಕ್ಕೆ ಮೆಚ್ಚುಗೆ ವ್ಯಕ್ತಪಡಿಸಿದ್ದಾರೆ.: [591, 1714, 863, 1761]
hydrama-article: [935, 103, 1523, 597]
god-paragraph: ಆಧುನಿಕತೆ ಎಷ್ಟೇ ಬೆಳೆದರೂ ಹಳ್ಳಿಗಳಲ್ಲಿ ಇಂತಹ ನಂಬಿಕೆಗಳು ಇನ್ನೂ ಜೀವಂತವಾಗಿವೆ ಎಂಬುದಕ್ಕೆ ಈ ದೇವರೇ ಸಾಕ್ಷಿ. ಪ್ರತಿ ವರ್ಷ ನಡೆಯುವ ಜಾತ್ರೆ ಈ ಭಾಗದ ದೊಡ್ಡ ಉತ್ಸವಗಳಲ್ಲಿ ಒಂದಾಗಿದೆ.: [18, 1913, 261, 1978]
hydrama-dateline: ಬೆಂಗಳೂರು:: [940, 208, 990, 222]
heat-body-text: ಸೂರ್ಯನ ಶಾಖ ದಿನದಿಂದ ದಿನಕ್ಕೆ ಹೆಚ್ಚುತ್ತಿರುವ ಹಿನ್ನೆಲೆಯಲ್ಲಿ ಸಾರ್ವಜನಿಕರು ಅಗತ್ಯ ಮುನ್ನೆಚ್ಚರಿಕೆ ಕ್ರಮಗಳನ್ನು ಪಾಲಿಸುವಂತೆ ಜಿಲ್ಲಾಡಳಿತ ಕರೆ ನೀಡಿದೆ. ಬಿಸಿಲಿನ ತೀವ್ರತೆ ಹೆಚ್ಚಿರುವ ಮಧ್ಯಾಹ್ನ 12 ರಿಂದ 3 ಗಂಟೆಯವರೆಗೆ ಹೊರಗೆ ಓಡಾಡುವುದನ್ನು ಆದಷ್ಟು ಕಡಿಮೆ ಮಾಡಬೇಕು. ಬಾಯಾರಿಕೆ ಇಲ್ಲದಿದ್ದರೂ ಸಾಕಷ್ಟು ನೀರು ಕುಡಿಯಬೇಕು. ತಿಳಿ ಬಣ್ಣದ, ಸಡಿಲವಾದ ಹತ್ತಿ ಬಟ್ಟೆಗಳನ್ನು ಧರಿಸಬೇಕು. ಹೊರಗೆ ಹೋಗುವಾಗ ಕೊಡೆ, ಟೋಪಿ, ಟವಲ್ ಬಳಸಬೇಕು. ಪ್ರಯಾಣದ ವೇಳೆ ಕುಡಿಯುವ ನೀರನ್ನು ಜೊತೆಗೆ ಕೊಂಡೊಯ್ಯಬೇಕು. ಮದ್ಯ, ಟೀ, ಕಾಫಿ ಹಾಗೂ ಕಾರ್ಬೊನೇಟೆಡ್ ತಂಪು ಪಾನೀಯಗಳ ಸೇವನೆ ಕಡಿಮೆ ಮಾಡಬೇಕು; ಇವು ದೇಹವನ್ನು ನಿರ್ಜಲೀಕರಣಗೊಳಿಸುತ್ತವೆ. ಹೆಚ್ಚು ಪ್ರೊಟೀನ್ ಭರಿತ ಆಹಾರ ಮತ್ತು ಹಳಸಿದ ಆಹಾರ ಸೇವಿಸಬಾರದು. ಮಕ್ಕಳನ್ನು ಅಥವಾ ಸಾಕು ಪ್ರಾಣಿಗಳನ್ನು ನಿಲ್ಲಿಸಿದ ವಾಹನಗಳಲ್ಲಿ ಬಿಡಬಾರದು. ತಲೆಸುತ್ತು, ವಾಂತಿ, ವಿಪರೀತ ಬೆವರು, ಮೂರ್ಛೆ ಮುಂತಾದ ಲಕ್ಷಣಗಳು ಕಂಡು ಬಂದರೆ ತಕ್ಷಣ ಹತ್ತಿರದ ಆಸ್ಪತ್ರೆ ಅಥವಾ ವೈದ್ಯರನ್ನು ಸಂಪರ್ಕಿಸಬೇಕು. ಮನೆಯಲ್ಲಿ ತಯಾರಿಸಿದ ನಿಂಬೆ ಪಾನಕ, ಮಜ್ಜಿಗೆ, ಲಸ್ಸಿ, ಎಳನೀರು ಹಾಗೂ ಹಣ್ಣಿನ ರಸಗಳ ಸೇವನೆ ಉತ್ತಮ. ಕಲ್ಲಂಗಡಿ, ಕರಬೂಜ, ಕಿತ್ತಳೆ, ದ್ರಾಕ್ಷಿ, ಅನಾನಸ್, ಸೌತೆಕಾಯಿ ಮುಂತಾದ ನೀರಿನ ಅಂಶ ಹೆಚ್ಚಿರುವ ಹಣ್ಣು-ತರಕಾರಿಗಳನ್ನು ಬಳಸಬೇಕು. ಹೊರಾಂಗಣದಲ್ಲಿ ದುಡಿಯುವ ಕಾರ್ಮಿಕರು ಆಗಾಗ ನೆರಳಿನಲ್ಲಿ ವಿಶ್ರಾಂತಿ ಪಡೆಯಬೇಕು. ಓಆರ್‌ಎಸ್ ದ್ರಾವಣವನ್ನು ಬಳಸುವುದು ಸೂಕ್ತ. ದನಕರುಗಳನ್ನು ನೆರಳಿನಲ್ಲಿ ಕಟ್ಟಿ ಸಾಕಷ್ಟು ನೀರು ಕೊಡಬೇಕು. ಮನೆಯ ಕಿಟಕಿಗಳಿಗೆ ಪರದೆ ಹಾಕಿ ತಂಪಾಗಿರಿಸಬೇಕು; ಫ್ಯಾನ್, ಒದ್ದೆ ಬಟ್ಟೆ ಬಳಸಿ ದೇಹದ ಉಷ್ಣತೆ ತಗ್ಗಿಸಬಹುದು. ಮಧ್ಯಾಹ್ನದ ವೇಳೆ ಶ್ರಮದಾಯಕ ಹೊರಾಂಗಣ ಚಟುವಟಿಕೆಗಳನ್ನು ಕೈಗೊಳ್ಳಬಾರದು. ವಯೋವೃದ್ಧರು, ಗರ್ಭಿಣಿಯರು ಮತ್ತು ಮಕ್ಕಳ ಆರೋಗ್ಯದ ಬಗ್ಗೆ ವಿಶೇಷ ಕಾಳಜಿ ವಹಿಸಬೇಕು. ಶಾಲಾ ಮಕ್ಕಳಿಗೆ ಕುಡಿಯುವ ನೀರಿನ ವ್ಯವಸ್ಥೆ ಮಾಡುವಂತೆ ಶಿಕ್ಷಣ ಇಲಾಖೆಗೆ ಸೂಚಿಸಲಾಗಿದೆ. ಹೆಚ್ಚಿನ ಮಾಹಿತಿಗೆ ಆರೋಗ್ಯ ಇಲಾಖೆಯ ಸಹಾಯವಾಣಿಯನ್ನು ಸಂಪರ್ಕಿಸಬಹುದು ಎಂದು ಪ್ರಕಟಣೆಯಲ್ಲಿ ತಿಳಿಸಲಾಗಿದೆ.: [884, 1520, 1523, 1727]
stadium-headline-line1: 70 ಕೋಟಿ ರೂ. ವೆಚ್ಚದಲ್ಲಿ ಜಿಲ್ಲಾ: [1041, 613, 1417, 655]
stadium-inspection-photo: [947, 710, 1512, 1147]
heat-dateline: ರಾಮನಗರ:: [884, 1520, 929, 1534]
stadium-col3: ಸರ್ಕಾರೇತರ ಸಂಸ್ಥೆಗಳ ಸಹಭಾಗಿತ್ವದಲ್ಲಿ ಅಭಿವೃದ್ಧಿಪಡಿಸಬೇಕೇ? ಅಥವಾ ಕರ್ನಾಟಕ ಕ್ರಿಕೆಟ್ ಅಸೋಸಿಯೇಷನ್ ನಂತಹ ಸಂಸ್ಥೆಗಳಿಗೇ ಜವಾಬ್ದಾರಿ ನೀಡಿ ಅಭಿವೃದ್ಧಿಪಡಿಸಬೇಕೇ? ಇಲ್ಲವೇ ಸರ್ಕಾರದ ಅನುದಾನದಲ್ಲೇ ಅಭಿವೃದ್ಧಿಪಡಿಸಬೇಕೇ? ಎಂಬೆಲ್ಲಾ ದೃಷ್ಟಿಕೋನಗಳಲ್ಲಿ ಚರ್ಚೆ ನಡೆಸಲಾಗುತ್ತಿದೆ.: [1285, 1155, 1512, 1253]
dks-media-photo: [1313, 207, 1518, 395]
nomadic-committee-article: [872, 2104, 1525, 2405]
psi-col1: [314, 732, 504, 1056]
hydrama-headline: ಹನಿಟ್ರ್ಯಾಪ್ ಹೈಡ್ರಾಮಾ: [1046, 101, 1412, 161]
god-paragraph: ಖಾಪ್ರಿ ದೇವರ ಮುಂದೆ ಸಿಗರೇಟು ಹಚ್ಚಿಟ್ಟು ಬೇಡಿಕೊಂಡರೆ ಕಷ್ಟಗಳು ಪರಿಹಾರವಾಗುತ್ತವೆ ಎಂಬುದು ಭಕ್ತರ ಬಲವಾದ ನಂಬಿಕೆ. ಹೀಗಾಗಿ ನಿತ್ಯ ನೂರಾರು ಭಕ್ತರು ಇಲ್ಲಿಗೆ ಭೇಟಿ ನೀಡುತ್ತಾರೆ.: [18, 1693, 261, 1757]
hydrama-col2: ದೆಹಲಿಗೆ ತೆರಳುವ ಮುನ್ನ ಮಾಧ್ಯಮಗಳೊಂದಿಗೆ ಮಾತನಾಡಿದ ಅವರು, ಕೆಲವೊಂದು ವಿಚಾರಗಳನ್ನು ಬಹಿರಂಗ ಪಡಿಸಲು ಆಗುವುದಿಲ್ಲ. ನಾನು ದೂರು ಕೊಟ್ಟಿಲ್ಲ, ಯಾರ ಹೆಸರನ್ನೂ ಹೇಳಿಲ್ಲ. ಎಲ್ಲವೂ ಸತ್ಯ ಹೊರಬರಲಿದೆ ಎಂದು ತಿಳಿಸಿದರು. ಈ ಬಗ್ಗೆ ಅನಗತ್ಯ ಚರ್ಚೆ ಬೇಡ ಎಂದು ಕಿವಿಮಾತು ಹೇಳಿದರು.: [1126, 208, 1303, 339]
masthead: [18, 5, 301, 88]
person-figure: [1189, 991, 1216, 1069]
honeytrap-dateline: ವಿಜಯಪುರ:: [308, 198, 357, 213]
